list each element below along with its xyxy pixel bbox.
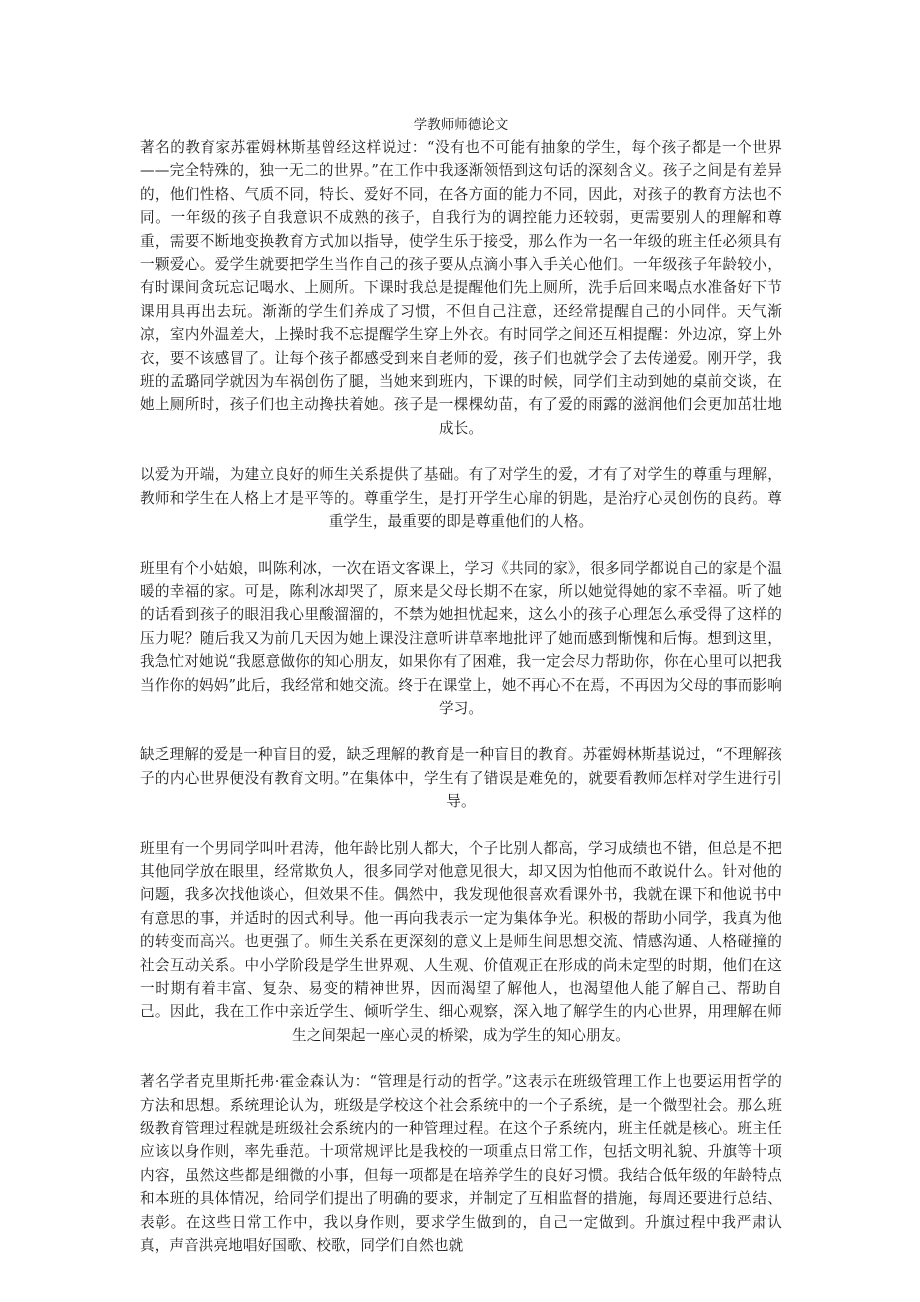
paragraph-2: 以爱为开端，为建立良好的师生关系提供了基础。有了对学生的爱，才有了对学生的尊重与理解，教师和学生在人格上才是平等的。尊重学生，是打开学生心扉的钥匙，是治疗心灵创伤的良药。尊重学生，最重要的即是尊重他们的人格。 [140, 466, 782, 531]
paragraph-5: 班里有一个男同学叫叶君涛，他年龄比别人都大，个子比别人都高，学习成绩也不错，但总是不把其他同学放在眼里，经常欺负人，很多同学对他意见很大，却又因为怕他而不敢说什么。针对他的问题，我多次找他谈心，但效果不佳。偶然中，我发现他很喜欢看课外书，我就在课下和他说书中有意思的事，并适时的因式利导。他一再向我表示一定为集体争光。积极的帮助小同学，我真为他的转变而高兴。也更强了。师生关系在更深刻的意义上是师生间思想交流、情感沟通、人格碰撞的社会互动关系。中小学阶段是学生世界观、人生观、价值观正在形成的尚未定型的时期，他们在这一时期有着丰富、复杂、易变的精神世界，因而渴望了解他人，也渴望他人能了解自己、帮助自己。因此，我在工作中亲近学生、倾听学生、细心观察，深入地了解学生的内心世界，用理解在师生之间架起一座心灵的桥梁，成为学生的知心朋友。 [140, 839, 782, 1044]
paragraph-1: 著名的教育家苏霍姆林斯基曾经这样说过：“没有也不可能有抽象的学生，每个孩子都是一个世界——完全特殊的，独一无二的世界。”在工作中我逐渐领悟到这句话的深刻含义。孩子之间是有差异的，他们性格、气质不同，特长、爱好不同，在各方面的能力不同，因此，对孩子的教育方法也不同。一年级的孩子自我意识不成熟的孩子，自我行为的调控能力还较弱，更需要别人的理解和尊重，需要不断地变换教育方式加以指导，使学生乐于接受，那么作为一名一年级的班主任必须具有一颗爱心。爱学生就要把学生当作自己的孩子要从点滴小事入手关心他们。一年级孩子年龄较小，有时课间贪玩忘记喝水、上厕所。下课时我总是提醒他们先上厕所，洗手后回来喝点水准备好下节课用具再出去玩。渐渐的学生们养成了习惯，不但自己注意，还经常提醒自己的小同伴。天气渐凉，室内外温差大，上操时我不忘提醒学生穿上外衣。有时同学之间还互相提醒：外边凉，穿上外衣，要不该感冒了。让每个孩子都感受到来自老师的爱，孩子们也就学会了去传递爱。刚开学，我班的孟璐同学就因为车祸创伤了腿，当她来到班内，下课的时候，同学们主动到她的桌前交谈，在她上厕所时，孩子们也主动搀扶着她。孩子是一棵棵幼苗，有了爱的雨露的滋润他们会更加茁壮地成长。 [140, 139, 782, 437]
document-title: 学教师师德论文 [413, 117, 509, 133]
document-page [140, 114, 782, 1257]
paragraph-4: 缺乏理解的爱是一种盲目的爱，缺乏理解的教育是一种盲目的教育。苏霍姆林斯基说过，“不理解孩子的内心世界便没有教育文明。”在集体中，学生有了错误是难免的，就要看教师怎样对学生进行引导。 [140, 746, 782, 811]
paragraph-6: 著名学者克里斯托弗·霍金森认为：“管理是行动的哲学。”这表示在班级管理工作上也要运用哲学的方法和思想。系统理论认为，班级是学校这个社会系统中的一个子系统，是一个微型社会。那么班级教育管理过程就是班级社会系统内的一种管理过程。在这个子系统内，班主任就是核心。班主任应该以身作则，率先垂范。十项常规评比是我校的一项重点日常工作，包括文明礼貌、升旗等十项内容，虽然这些都是细微的小事，但每一项都是在培养学生的良好习惯。我结合低年级的年龄特点和本班的具体情况，给同学们提出了明确的要求，并制定了互相监督的措施，每周还要进行总结、表彰。在这些日常工作中，我以身作则，要求学生做到的，自己一定做到。升旗过程中我严肃认真，声音洪亮地唱好国歌、校歌，同学们自然也就 [140, 1073, 782, 1255]
paragraph-3: 班里有个小姑娘，叫陈利冰，一次在语文客课上，学习《共同的家》，很多同学都说自己的家是个温暖的幸福的家。可是，陈利冰却哭了，原来是父母长期不在家，所以她觉得她的家不幸福。听了她的话看到孩子的眼泪我心里酸溜溜的，不禁为她担忧起来，这么小的孩子心理怎么承受得了这样的压力呢？随后我又为前几天因为她上课没注意听讲草率地批评了她而感到惭愧和后悔。想到这里，我急忙对她说“我愿意做你的知心朋友，如果你有了困难，我一定会尽力帮助你，你在心里可以把我当作你的妈妈”此后，我经常和她交流。终于在课堂上，她不再心不在焉，不再因为父母的事而影响学习。 [140, 559, 782, 717]
